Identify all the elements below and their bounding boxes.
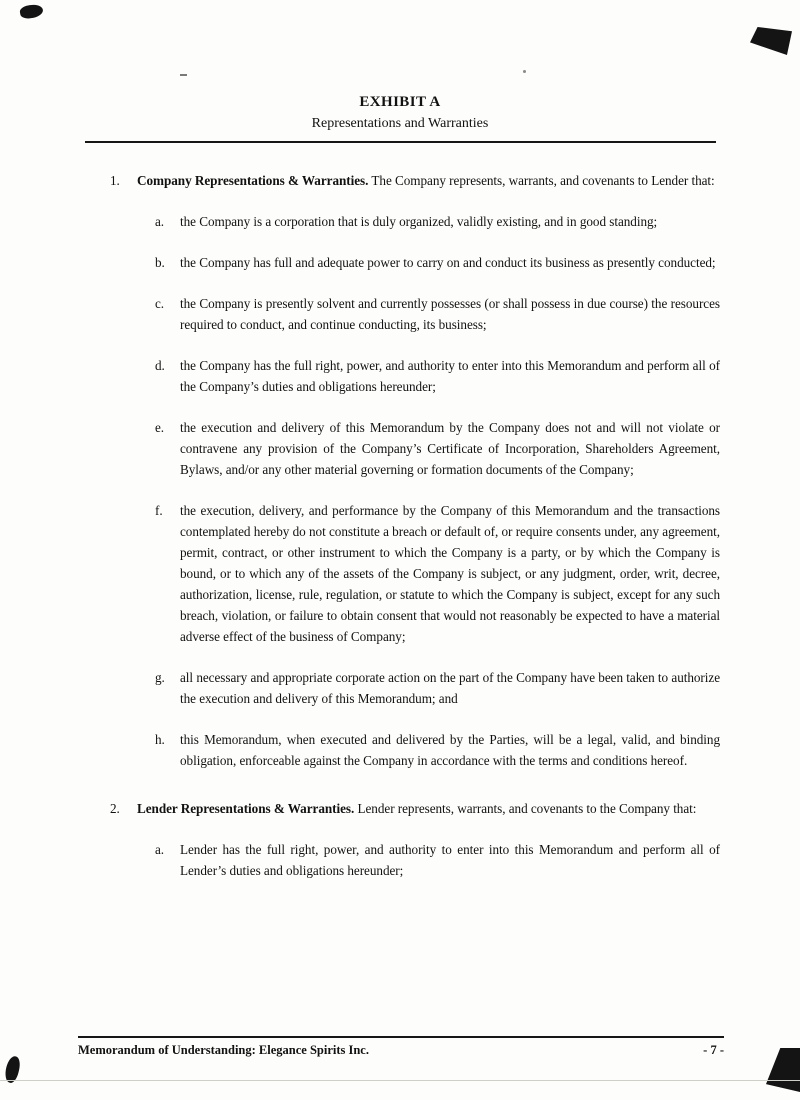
list-item xyxy=(85,211,720,232)
scan-bottom-edge-line xyxy=(0,1080,800,1081)
document-header xyxy=(0,0,800,143)
scan-speck-dot xyxy=(523,70,526,73)
item-letter: e. xyxy=(155,420,165,435)
exhibit-subtitle: Representations and Warranties xyxy=(311,116,489,131)
scan-speck-dash xyxy=(180,74,187,76)
footer-page-number: - 7 - xyxy=(703,1043,724,1057)
item-text: this Memorandum, when executed and delivered by the Parties, will be a legal, valid, and binding obligation, enforceable against the Company in accordance with the terms and conditions hereof. xyxy=(180,732,720,768)
exhibit-title: EXHIBIT A xyxy=(359,94,441,110)
section-heading xyxy=(85,170,720,191)
section-heading-text xyxy=(137,798,720,819)
section-heading-intro: Lender represents, warrants, and covenants to the Company that: xyxy=(357,801,697,816)
item-text: all necessary and appropriate corporate action on the part of the Company have been taken to authorize the execution and delivery of this Memorandum; and xyxy=(180,670,720,706)
section-number: 1. xyxy=(110,173,120,188)
list-item xyxy=(85,417,720,480)
list-item xyxy=(85,667,720,709)
list-item xyxy=(85,839,720,881)
list-item xyxy=(85,355,720,397)
list-item xyxy=(85,500,720,647)
item-letter: a. xyxy=(155,214,165,229)
section-company-reps xyxy=(85,170,720,771)
item-text: the Company is presently solvent and currently possesses (or shall possess in due course) the resources required to conduct, and continue conducting, its business; xyxy=(180,296,720,332)
item-letter: b. xyxy=(155,255,165,270)
section-heading-intro: The Company represents, warrants, and covenants to Lender that: xyxy=(371,173,715,188)
item-text: the Company is a corporation that is duly organized, validly existing, and in good standing; xyxy=(180,214,658,229)
document-footer xyxy=(78,1036,724,1059)
section-heading-bold: Company Representations & Warranties. xyxy=(137,173,369,188)
item-text: the Company has full and adequate power to carry on and conduct its business as presently conducted; xyxy=(180,255,716,270)
item-text: the execution and delivery of this Memorandum by the Company does not and will not violate or contravene any provision of the Company’s Certificate of Incorporation, Shareholders Agreement, Bylaws, and/or any other material governing or formation documents of the Company; xyxy=(180,420,720,477)
item-letter: h. xyxy=(155,732,165,747)
list-item xyxy=(85,252,720,273)
item-letter: d. xyxy=(155,358,165,373)
item-letter: f. xyxy=(155,503,163,518)
item-letter: a. xyxy=(155,842,165,857)
section-heading xyxy=(85,798,720,819)
section-heading-bold: Lender Representations & Warranties. xyxy=(137,801,355,816)
list-item xyxy=(85,293,720,335)
scan-artifact-bottom-right xyxy=(766,1048,800,1092)
section-number: 2. xyxy=(110,801,120,816)
footer-row xyxy=(78,1038,724,1059)
document-body xyxy=(0,170,800,881)
item-letter: c. xyxy=(155,296,165,311)
section-heading-text xyxy=(137,170,720,191)
list-item xyxy=(85,729,720,771)
item-text: the Company has the full right, power, and authority to enter into this Memorandum and perform all of the Company’s duties and obligations hereunder; xyxy=(180,358,720,394)
header-rule xyxy=(85,141,716,143)
item-text: Lender has the full right, power, and authority to enter into this Memorandum and perform all of Lender’s duties and obligations hereunder; xyxy=(180,842,720,878)
item-text: the execution, delivery, and performance by the Company of this Memorandum and the transactions contemplated hereby do not constitute a breach or default of, or require consents under, any agreement, permit, contract, or other instrument to which the Company is a party, or by which the Company is bound, or to which any of the assets of the Company is subject, or any judgment, order, writ, decree, authorization, license, rule, regulation, or statute to which the Company is subject, except for any such breach, violation, or failure to obtain consent that would not reasonably be expected to have a material adverse effect of the business of Company; xyxy=(180,503,720,644)
section-lender-reps xyxy=(85,798,720,881)
item-letter: g. xyxy=(155,670,165,685)
footer-document-title: Memorandum of Understanding: Elegance Spirits Inc. xyxy=(78,1043,369,1057)
